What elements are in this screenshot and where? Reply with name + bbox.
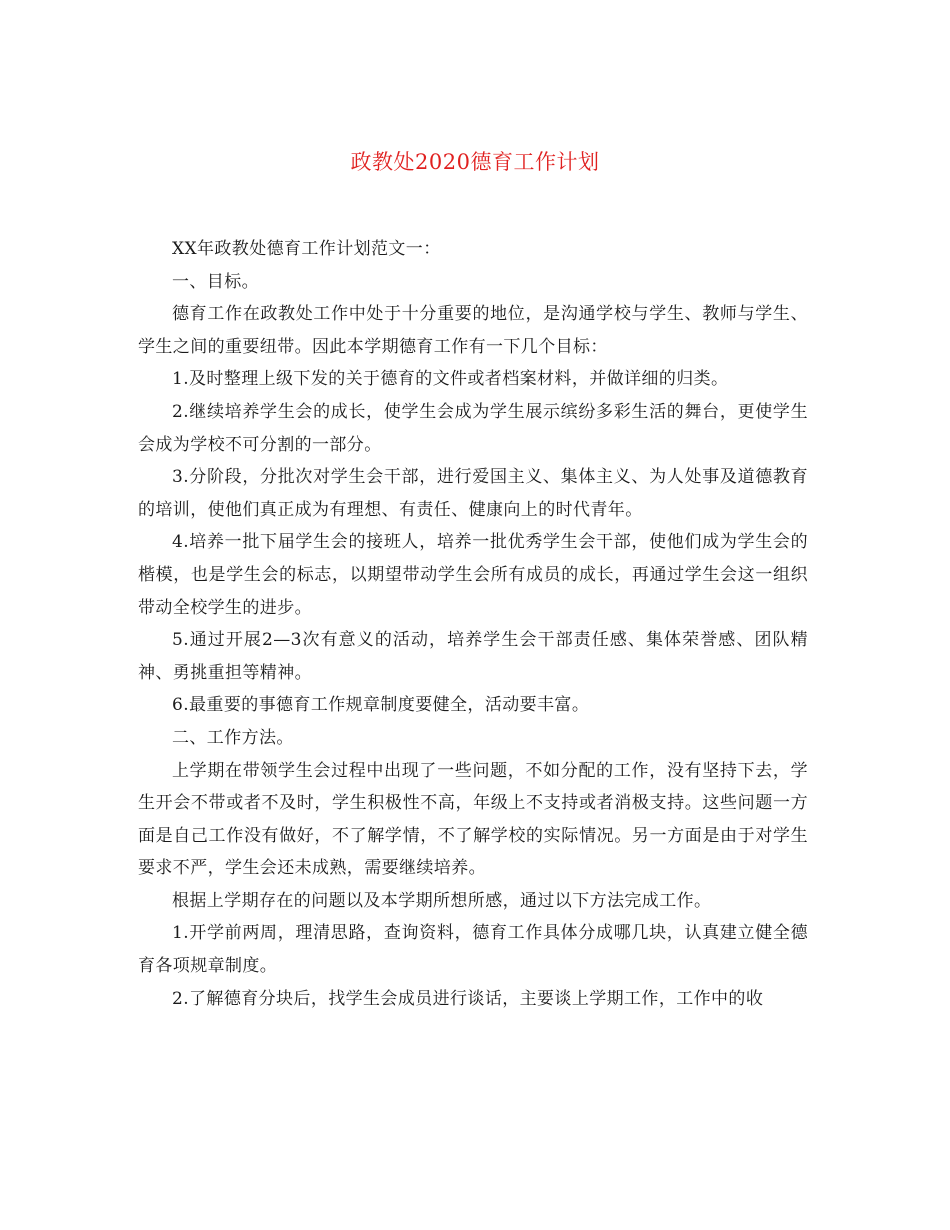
paragraph-method-1: 1.开学前两周，理清思路，查询资料，德育工作具体分成哪几块，认真建立健全德育各项规章制度。 (138, 923, 808, 977)
paragraph-goal-2: 2.继续培养学生会的成长，使学生会成为学生展示缤纷多彩生活的舞台，更使学生会成为学校不可分割的一部分。 (138, 401, 808, 455)
paragraph-section-methods: 二、工作方法。 (172, 727, 294, 748)
paragraph-goals-overview: 德育工作在政教处工作中处于十分重要的地位，是沟通学校与学生、教师与学生、学生之间的重要纽带。因此本学期德育工作有一下几个目标： (138, 304, 808, 357)
paragraph-last-term-issues: 上学期在带领学生会过程中出现了一些问题，不如分配的工作，没有坚持下去，学生开会不带或者不及时，学生积极性不高，年级上不支持或者消极支持。这些问题一方面是自己工作没有做好，不了解学情，不了解学校的实际情况。另一方面是由于对学生要求不严，学生会还未成熟，需要继续培养。 (138, 760, 808, 879)
paragraph-goal-5: 5.通过开展2—3次有意义的活动，培养学生会干部责任感、集体荣誉感、团队精神、勇挑重担等精神。 (138, 630, 808, 683)
paragraph-methods-intro: 根据上学期存在的问题以及本学期所想所感，通过以下方法完成工作。 (172, 890, 712, 911)
paragraph-intro: XX年政教处德育工作计划范文一： (172, 239, 441, 259)
paragraph-goal-1: 1.及时整理上级下发的关于德育的文件或者档案材料，并做详细的归类。 (172, 369, 729, 390)
document-body (138, 233, 808, 1015)
paragraph-goal-3: 3.分阶段，分批次对学生会干部，进行爱国主义、集体主义、为人处事及道德教育的培训，使他们真正成为有理想、有责任、健康向上的时代青年。 (138, 467, 808, 520)
paragraph-method-2: 2.了解德育分块后，找学生会成员进行谈话，主要谈上学期工作，工作中的收 (172, 988, 764, 1009)
paragraph-goal-4: 4.培养一批下届学生会的接班人，培养一批优秀学生会干部，使他们成为学生会的楷模，也是学生会的标志，以期望带动学生会所有成员的成长，再通过学生会这一组织带动全校学生的进步。 (138, 532, 808, 618)
document-title: 政教处2020德育工作计划 (350, 150, 600, 174)
paragraph-section-goals: 一、目标。 (172, 271, 259, 292)
paragraph-goal-6: 6.最重要的事德育工作规章制度要健全，活动要丰富。 (172, 695, 590, 716)
